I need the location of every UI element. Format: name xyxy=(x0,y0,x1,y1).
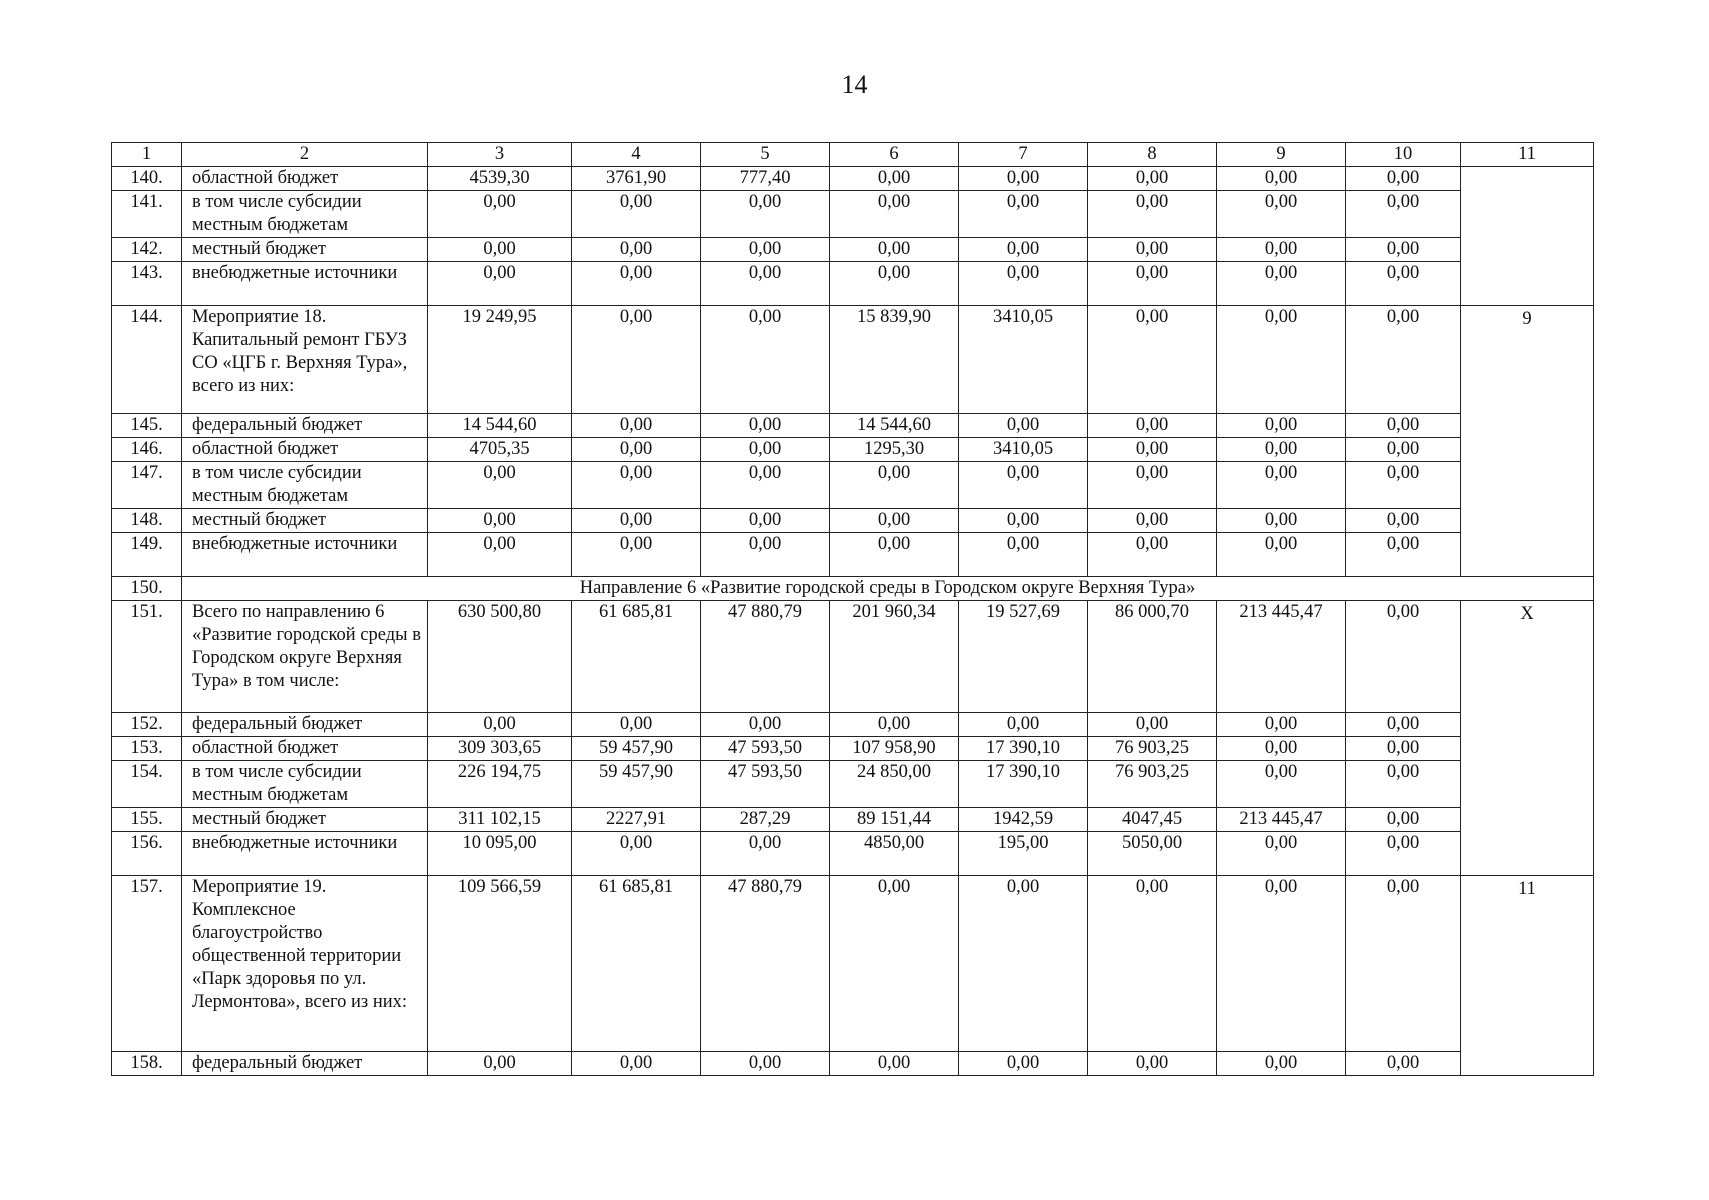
value-cell: 4850,00 xyxy=(830,832,959,876)
column-11-cell: 11 xyxy=(1461,876,1594,1076)
value-cell: 213 445,47 xyxy=(1217,601,1346,713)
row-number-cell: 149. xyxy=(112,533,182,577)
value-cell: 14 544,60 xyxy=(830,414,959,438)
row-name-cell: местный бюджет xyxy=(182,238,428,262)
row-name-cell: Всего по направлению 6 «Развитие городской среды в Городском округе Верхняя Тура» в том числе: xyxy=(182,601,428,713)
header-cell: 6 xyxy=(830,143,959,167)
value-cell: 3410,05 xyxy=(959,306,1088,414)
value-cell: 0,00 xyxy=(1088,306,1217,414)
budget-table xyxy=(111,142,1594,1076)
value-cell: 0,00 xyxy=(701,262,830,306)
value-cell: 195,00 xyxy=(959,832,1088,876)
value-cell: 0,00 xyxy=(830,1052,959,1076)
table-row xyxy=(112,761,1594,808)
value-cell: 0,00 xyxy=(572,533,701,577)
row-name-cell: областной бюджет xyxy=(182,737,428,761)
value-cell: 0,00 xyxy=(1217,761,1346,808)
header-cell: 4 xyxy=(572,143,701,167)
value-cell: 89 151,44 xyxy=(830,808,959,832)
value-cell: 0,00 xyxy=(830,238,959,262)
value-cell: 0,00 xyxy=(1088,533,1217,577)
row-name-cell: Мероприятие 19. Комплексное благоустройство общественной территории «Парк здоровья по ул. Лермонтова», всего из них: xyxy=(182,876,428,1052)
row-name-cell: Мероприятие 18. Капитальный ремонт ГБУЗ СО «ЦГБ г. Верхняя Тура», всего из них: xyxy=(182,306,428,414)
row-number-cell: 143. xyxy=(112,262,182,306)
value-cell: 0,00 xyxy=(572,462,701,509)
value-cell: 0,00 xyxy=(1346,808,1461,832)
value-cell: 109 566,59 xyxy=(428,876,572,1052)
value-cell: 0,00 xyxy=(959,167,1088,191)
row-number-cell: 148. xyxy=(112,509,182,533)
value-cell: 0,00 xyxy=(428,191,572,238)
value-cell: 226 194,75 xyxy=(428,761,572,808)
header-cell: 7 xyxy=(959,143,1088,167)
table-row xyxy=(112,737,1594,761)
value-cell: 0,00 xyxy=(701,832,830,876)
value-cell: 86 000,70 xyxy=(1088,601,1217,713)
value-cell: 0,00 xyxy=(959,533,1088,577)
value-cell: 0,00 xyxy=(1346,509,1461,533)
value-cell: 0,00 xyxy=(1088,438,1217,462)
row-number-cell: 140. xyxy=(112,167,182,191)
row-number-cell: 153. xyxy=(112,737,182,761)
section-heading-cell: Направление 6 «Развитие городской среды в Городском округе Верхняя Тура» xyxy=(182,577,1594,601)
value-cell: 0,00 xyxy=(428,462,572,509)
row-number-cell: 141. xyxy=(112,191,182,238)
value-cell: 0,00 xyxy=(701,713,830,737)
value-cell: 0,00 xyxy=(572,509,701,533)
value-cell: 0,00 xyxy=(1217,509,1346,533)
value-cell: 0,00 xyxy=(428,713,572,737)
value-cell: 0,00 xyxy=(1088,876,1217,1052)
row-number-cell: 156. xyxy=(112,832,182,876)
value-cell: 0,00 xyxy=(1088,462,1217,509)
table-row xyxy=(112,191,1594,238)
value-cell: 0,00 xyxy=(572,713,701,737)
value-cell: 0,00 xyxy=(1217,462,1346,509)
header-cell: 9 xyxy=(1217,143,1346,167)
value-cell: 47 880,79 xyxy=(701,876,830,1052)
value-cell: 0,00 xyxy=(1217,262,1346,306)
value-cell: 19 527,69 xyxy=(959,601,1088,713)
value-cell: 0,00 xyxy=(701,533,830,577)
table-row xyxy=(112,713,1594,737)
row-number-cell: 152. xyxy=(112,713,182,737)
table-row xyxy=(112,414,1594,438)
value-cell: 0,00 xyxy=(959,238,1088,262)
table-row xyxy=(112,1052,1594,1076)
row-name-cell: областной бюджет xyxy=(182,167,428,191)
header-cell: 2 xyxy=(182,143,428,167)
value-cell: 213 445,47 xyxy=(1217,808,1346,832)
value-cell: 0,00 xyxy=(959,191,1088,238)
table-row xyxy=(112,167,1594,191)
value-cell: 0,00 xyxy=(1217,533,1346,577)
value-cell: 0,00 xyxy=(959,509,1088,533)
value-cell: 0,00 xyxy=(1088,414,1217,438)
header-cell: 3 xyxy=(428,143,572,167)
value-cell: 0,00 xyxy=(830,509,959,533)
column-11-cell xyxy=(1461,167,1594,306)
value-cell: 0,00 xyxy=(428,533,572,577)
value-cell: 4539,30 xyxy=(428,167,572,191)
row-name-cell: внебюджетные источники xyxy=(182,262,428,306)
table-row xyxy=(112,808,1594,832)
value-cell: 0,00 xyxy=(1346,737,1461,761)
value-cell: 0,00 xyxy=(1346,533,1461,577)
value-cell: 0,00 xyxy=(1088,238,1217,262)
table-row xyxy=(112,438,1594,462)
table-row xyxy=(112,601,1594,713)
value-cell: 76 903,25 xyxy=(1088,737,1217,761)
value-cell: 0,00 xyxy=(701,191,830,238)
table-row xyxy=(112,876,1594,1052)
page-number: 14 xyxy=(841,70,868,99)
value-cell: 0,00 xyxy=(1346,238,1461,262)
value-cell: 1942,59 xyxy=(959,808,1088,832)
value-cell: 630 500,80 xyxy=(428,601,572,713)
value-cell: 3410,05 xyxy=(959,438,1088,462)
value-cell: 4705,35 xyxy=(428,438,572,462)
row-number-cell: 142. xyxy=(112,238,182,262)
value-cell: 0,00 xyxy=(572,238,701,262)
table-row xyxy=(112,238,1594,262)
value-cell: 0,00 xyxy=(959,1052,1088,1076)
header-cell: 10 xyxy=(1346,143,1461,167)
value-cell: 0,00 xyxy=(1346,1052,1461,1076)
value-cell: 107 958,90 xyxy=(830,737,959,761)
value-cell: 10 095,00 xyxy=(428,832,572,876)
header-cell: 8 xyxy=(1088,143,1217,167)
row-number-cell: 150. xyxy=(112,577,182,601)
value-cell: 0,00 xyxy=(428,509,572,533)
value-cell: 0,00 xyxy=(572,832,701,876)
value-cell: 3761,90 xyxy=(572,167,701,191)
value-cell: 0,00 xyxy=(1217,438,1346,462)
row-name-cell: в том числе субсидии местным бюджетам xyxy=(182,761,428,808)
header-cell: 11 xyxy=(1461,143,1594,167)
value-cell: 0,00 xyxy=(1346,601,1461,713)
value-cell: 0,00 xyxy=(830,462,959,509)
value-cell: 0,00 xyxy=(701,238,830,262)
value-cell: 0,00 xyxy=(1217,238,1346,262)
header-cell: 5 xyxy=(701,143,830,167)
value-cell: 24 850,00 xyxy=(830,761,959,808)
value-cell: 0,00 xyxy=(830,876,959,1052)
row-name-cell: федеральный бюджет xyxy=(182,414,428,438)
row-name-cell: внебюджетные источники xyxy=(182,533,428,577)
value-cell: 777,40 xyxy=(701,167,830,191)
value-cell: 0,00 xyxy=(1217,414,1346,438)
value-cell: 0,00 xyxy=(701,438,830,462)
value-cell: 0,00 xyxy=(701,462,830,509)
value-cell: 0,00 xyxy=(572,262,701,306)
value-cell: 0,00 xyxy=(1088,167,1217,191)
value-cell: 76 903,25 xyxy=(1088,761,1217,808)
value-cell: 0,00 xyxy=(959,414,1088,438)
value-cell: 47 593,50 xyxy=(701,761,830,808)
row-name-cell: областной бюджет xyxy=(182,438,428,462)
value-cell: 0,00 xyxy=(572,414,701,438)
table-row xyxy=(112,262,1594,306)
value-cell: 0,00 xyxy=(959,713,1088,737)
value-cell: 19 249,95 xyxy=(428,306,572,414)
table-row xyxy=(112,832,1594,876)
value-cell: 4047,45 xyxy=(1088,808,1217,832)
value-cell: 0,00 xyxy=(1217,191,1346,238)
value-cell: 0,00 xyxy=(1217,737,1346,761)
row-name-cell: в том числе субсидии местным бюджетам xyxy=(182,191,428,238)
row-name-cell: в том числе субсидии местным бюджетам xyxy=(182,462,428,509)
header-cell: 1 xyxy=(112,143,182,167)
value-cell: 0,00 xyxy=(830,713,959,737)
row-number-cell: 144. xyxy=(112,306,182,414)
value-cell: 0,00 xyxy=(1346,191,1461,238)
row-number-cell: 146. xyxy=(112,438,182,462)
value-cell: 0,00 xyxy=(830,533,959,577)
value-cell: 0,00 xyxy=(701,306,830,414)
value-cell: 0,00 xyxy=(701,414,830,438)
value-cell: 0,00 xyxy=(1217,1052,1346,1076)
value-cell: 0,00 xyxy=(1346,713,1461,737)
value-cell: 287,29 xyxy=(701,808,830,832)
value-cell: 15 839,90 xyxy=(830,306,959,414)
row-number-cell: 155. xyxy=(112,808,182,832)
value-cell: 47 880,79 xyxy=(701,601,830,713)
value-cell: 59 457,90 xyxy=(572,761,701,808)
value-cell: 0,00 xyxy=(959,462,1088,509)
row-number-cell: 147. xyxy=(112,462,182,509)
row-number-cell: 158. xyxy=(112,1052,182,1076)
value-cell: 61 685,81 xyxy=(572,876,701,1052)
column-11-cell: Х xyxy=(1461,601,1594,876)
value-cell: 0,00 xyxy=(1346,438,1461,462)
value-cell: 17 390,10 xyxy=(959,737,1088,761)
value-cell: 0,00 xyxy=(830,262,959,306)
value-cell: 0,00 xyxy=(1088,713,1217,737)
table-row xyxy=(112,306,1594,414)
table-row xyxy=(112,533,1594,577)
column-11-cell: 9 xyxy=(1461,306,1594,577)
value-cell: 309 303,65 xyxy=(428,737,572,761)
table-row xyxy=(112,462,1594,509)
row-name-cell: внебюджетные источники xyxy=(182,832,428,876)
value-cell: 0,00 xyxy=(1346,306,1461,414)
value-cell: 0,00 xyxy=(1217,876,1346,1052)
row-name-cell: федеральный бюджет xyxy=(182,713,428,737)
value-cell: 0,00 xyxy=(830,167,959,191)
value-cell: 0,00 xyxy=(1346,876,1461,1052)
value-cell: 0,00 xyxy=(572,1052,701,1076)
row-name-cell: федеральный бюджет xyxy=(182,1052,428,1076)
value-cell: 0,00 xyxy=(428,262,572,306)
value-cell: 0,00 xyxy=(428,1052,572,1076)
row-name-cell: местный бюджет xyxy=(182,808,428,832)
value-cell: 0,00 xyxy=(959,876,1088,1052)
header-row xyxy=(112,143,1594,167)
value-cell: 0,00 xyxy=(1088,191,1217,238)
row-name-cell: местный бюджет xyxy=(182,509,428,533)
value-cell: 0,00 xyxy=(1346,832,1461,876)
value-cell: 0,00 xyxy=(1346,167,1461,191)
row-number-cell: 151. xyxy=(112,601,182,713)
value-cell: 17 390,10 xyxy=(959,761,1088,808)
value-cell: 0,00 xyxy=(701,509,830,533)
value-cell: 0,00 xyxy=(1346,761,1461,808)
value-cell: 0,00 xyxy=(701,1052,830,1076)
row-number-cell: 154. xyxy=(112,761,182,808)
value-cell: 0,00 xyxy=(1217,306,1346,414)
value-cell: 2227,91 xyxy=(572,808,701,832)
value-cell: 0,00 xyxy=(572,438,701,462)
row-number-cell: 145. xyxy=(112,414,182,438)
value-cell: 0,00 xyxy=(572,191,701,238)
value-cell: 47 593,50 xyxy=(701,737,830,761)
value-cell: 0,00 xyxy=(959,262,1088,306)
value-cell: 0,00 xyxy=(428,238,572,262)
value-cell: 0,00 xyxy=(1346,262,1461,306)
value-cell: 201 960,34 xyxy=(830,601,959,713)
value-cell: 1295,30 xyxy=(830,438,959,462)
value-cell: 0,00 xyxy=(1088,262,1217,306)
value-cell: 14 544,60 xyxy=(428,414,572,438)
value-cell: 59 457,90 xyxy=(572,737,701,761)
table-row xyxy=(112,509,1594,533)
value-cell: 0,00 xyxy=(1346,414,1461,438)
value-cell: 0,00 xyxy=(1088,1052,1217,1076)
value-cell: 311 102,15 xyxy=(428,808,572,832)
row-number-cell: 157. xyxy=(112,876,182,1052)
table-row xyxy=(112,577,1594,601)
value-cell: 61 685,81 xyxy=(572,601,701,713)
value-cell: 0,00 xyxy=(1217,713,1346,737)
value-cell: 0,00 xyxy=(1217,167,1346,191)
value-cell: 5050,00 xyxy=(1088,832,1217,876)
value-cell: 0,00 xyxy=(1217,832,1346,876)
value-cell: 0,00 xyxy=(572,306,701,414)
value-cell: 0,00 xyxy=(830,191,959,238)
value-cell: 0,00 xyxy=(1088,509,1217,533)
value-cell: 0,00 xyxy=(1346,462,1461,509)
